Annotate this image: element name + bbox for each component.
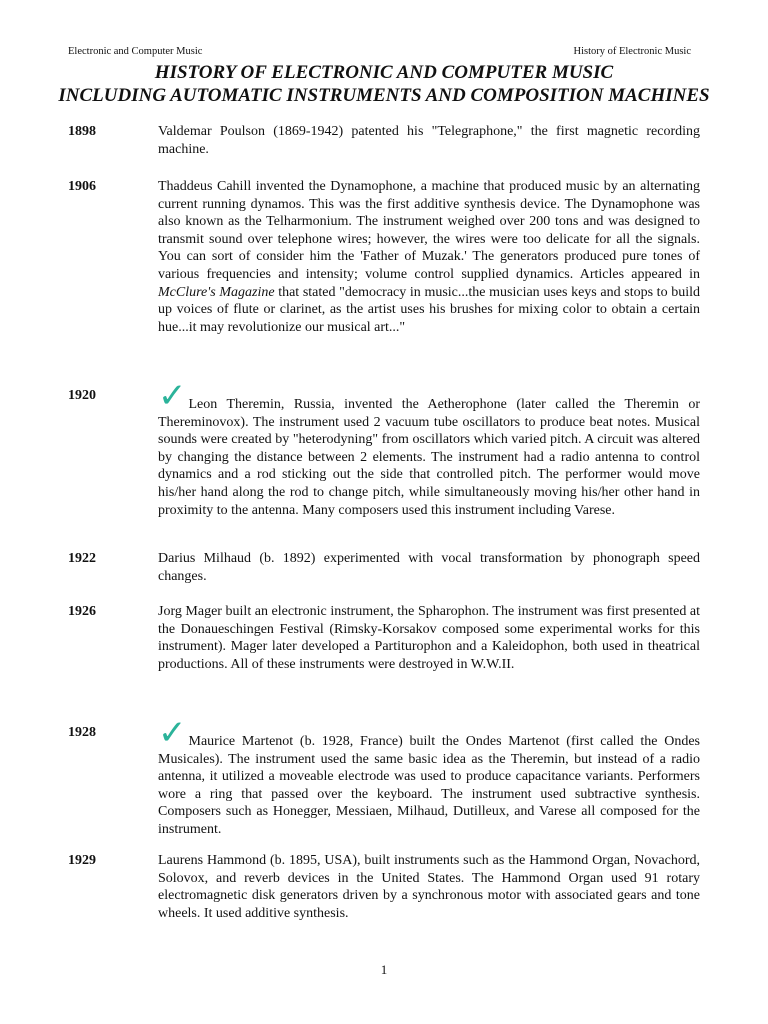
running-header-right: History of Electronic Music (573, 46, 691, 57)
magazine-title: McClure's Magazine (158, 284, 275, 300)
entry-text-part: that stated "democracy in music...the musician uses keys and stops to build up voices of flute or clarinet, as the artist uses his brushes for mixing color to obtain a certain hue...it may revolutionize our musical art..." (158, 284, 700, 335)
entry-year: 1898 (68, 124, 96, 139)
entry-text-part: Maurice Martenot (b. 1928, France) built the Ondes Martenot (first called the Ondes Musicales). The instrument used the same basic idea as the Theremin, but instead of a radio antenna, it utilized a moveable electrode was used to produce capacitance variants. Performers wore a ring that passed over the keyboard. The instrument used subtractive synthesis. Composers such as Honegger, Messiaen, Milhaud, Dutilleux, and Varese all composed for the instrument. (158, 734, 700, 837)
page-number: 1 (380, 962, 388, 977)
entry-year: 1928 (68, 725, 96, 740)
entry-text: Jorg Mager built an electronic instrument, the Spharophon. The instrument was first presented at the Donaueschingen Festival (Rimsky-Korsakov composed some experimental works for this instrument). Mager later developed a Partiturophon and a Kaleidophon, both used in theatrical productions. All of these instruments were destroyed in W.W.II. (158, 604, 700, 672)
entry-text: Darius Milhaud (b. 1892) experimented with vocal transformation by phonograph speed changes. (158, 551, 700, 584)
entry-year: 1926 (68, 604, 96, 619)
entry-year: 1929 (68, 853, 96, 868)
checkmark-icon: ✓ (158, 713, 187, 753)
entry-text: Valdemar Poulson (1869-1942) patented his "Telegraphone," the first magnetic recording machine. (158, 124, 700, 157)
running-header-left: Electronic and Computer Music (68, 46, 203, 57)
entry-text-part: Thaddeus Cahill invented the Dynamophone, a machine that produced music by an alternating current running dynamos. This was the first additive synthesis device. The Dynamophone was also known as the Telharmonium. The instrument weighed over 200 tons and was designed to transmit sound over telephone wires; however, the wires were too delicate for all the signals. You can sort of consider him the 'Father of Muzak.' The generators produced pure tones of various frequencies and intensity; volume control supplied dynamics. Articles appeared in (158, 179, 700, 282)
entry-text (158, 178, 700, 336)
entry-year: 1906 (68, 179, 96, 194)
entry-text (158, 376, 700, 519)
entry-year: 1922 (68, 551, 96, 566)
document-title: HISTORY OF ELECTRONIC AND COMPUTER MUSIC (154, 62, 614, 83)
entry-year: 1920 (68, 388, 96, 403)
entry-text (158, 713, 700, 839)
entry-text-part: Leon Theremin, Russia, invented the Aetherophone (later called the Theremin or Thereminovox). The instrument used 2 vacuum tube oscillators to produce beat notes. Musical sounds were created by "heterodyning" from oscillators which varied pitch. A circuit was altered by changing the distance between 2 elements. The instrument had a radio antenna to control dynamics and a rod sticking out the side that controlled pitch. The performer would move his/her hand along the rod to change pitch, while simultaneously moving his/her other hand in proximity to the antenna. Many composers used this instrument including Varese. (158, 397, 700, 518)
entry-text: Laurens Hammond (b. 1895, USA), built instruments such as the Hammond Organ, Novachord, Solovox, and reverb devices in the United States. The Hammond Organ used 91 rotary electromagnetic disk generators driven by a synchronous motor with associated gears and tone wheels. It used additive synthesis. (158, 853, 700, 921)
checkmark-icon: ✓ (158, 376, 187, 416)
document-subtitle: INCLUDING AUTOMATIC INSTRUMENTS AND COMPOSITION MACHINES (58, 85, 710, 106)
